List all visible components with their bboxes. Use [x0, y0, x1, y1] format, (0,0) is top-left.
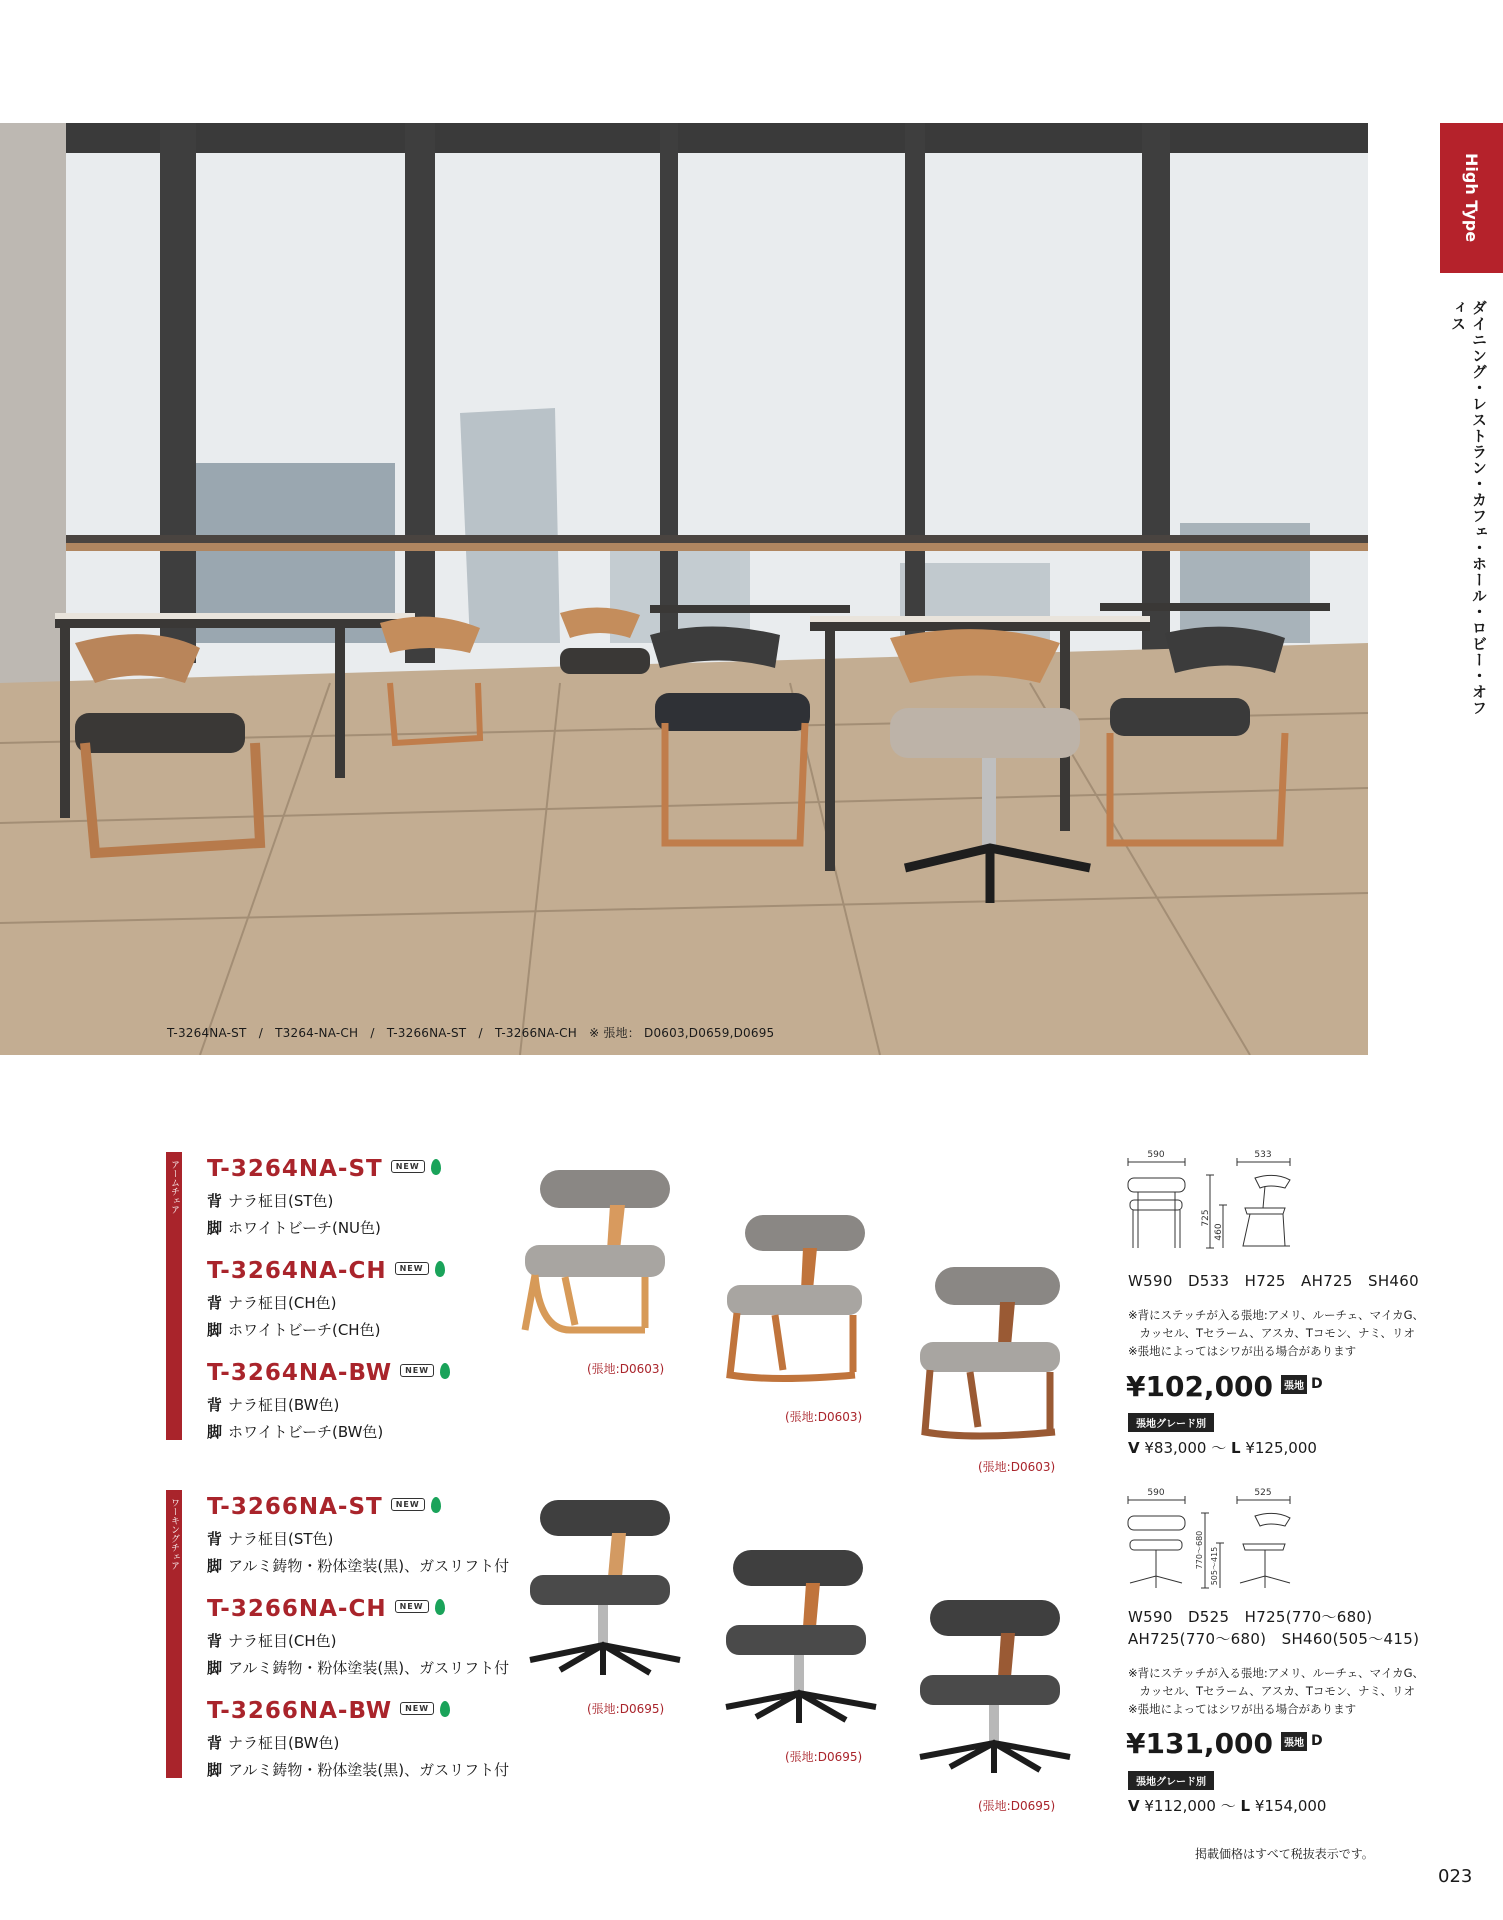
- section-tab-label: High Type: [1462, 153, 1481, 243]
- back-spec: [207, 1630, 509, 1651]
- tax-footnote: 掲載価格はすべて税抜表示です。: [1195, 1847, 1374, 1861]
- back-label: 背: [207, 1530, 223, 1548]
- price-grade-letter: D: [1311, 1376, 1323, 1392]
- price: [1126, 1727, 1323, 1760]
- leg-value: ホワイトビーチ(CH色): [228, 1321, 381, 1339]
- eco-leaf-icon: [440, 1363, 450, 1379]
- model-name: T-3266NA-BW: [207, 1698, 393, 1724]
- leg-value: アルミ鋳物・粉体塗装(黒)、ガスリフト付: [228, 1761, 510, 1779]
- notes: [1128, 1664, 1424, 1718]
- note-line: ※張地によってはシワが出る場合があります: [1128, 1344, 1357, 1358]
- new-badge: NEW: [391, 1160, 425, 1173]
- group-category-bar: [166, 1490, 182, 1778]
- leg-spec: [207, 1759, 509, 1780]
- back-label: 背: [207, 1632, 223, 1650]
- dimensions-text: W590 D525 H725(770〜680): [1128, 1608, 1373, 1626]
- diagram-width-label: 590: [1147, 1150, 1165, 1160]
- model-name: T-3264NA-CH: [207, 1258, 387, 1284]
- hero-illustration: [0, 123, 1368, 1055]
- back-value: ナラ柾目(ST色): [228, 1192, 334, 1210]
- product-photo-armchair-st: [515, 1160, 685, 1340]
- back-value: ナラ柾目(ST色): [228, 1530, 334, 1548]
- back-spec: [207, 1528, 509, 1549]
- model-title: [207, 1494, 509, 1520]
- group-category-label: ワーキングチェア: [169, 1498, 179, 1570]
- back-value: ナラ柾目(BW色): [228, 1734, 340, 1752]
- leg-value: アルミ鋳物・粉体塗装(黒)、ガスリフト付: [228, 1557, 510, 1575]
- product-photo-working-ch: [718, 1545, 883, 1730]
- leg-value: ホワイトビーチ(BW色): [228, 1423, 384, 1441]
- group-category-bar: [166, 1152, 182, 1440]
- leg-spec: [207, 1555, 509, 1576]
- back-value: ナラ柾目(CH色): [228, 1632, 337, 1650]
- notes: [1128, 1306, 1424, 1360]
- price-range: [1128, 1795, 1326, 1816]
- price-value: ¥102,000: [1126, 1370, 1274, 1403]
- back-label: 背: [207, 1192, 223, 1210]
- new-badge: NEW: [391, 1498, 425, 1511]
- leg-spec: [207, 1217, 441, 1238]
- back-spec: [207, 1292, 445, 1313]
- product-photo-working-st: [520, 1495, 690, 1685]
- note-line: ※背にステッチが入る張地:アメリ、ルーチェ、マイカG、: [1128, 1666, 1425, 1680]
- diagram-depth-label: 533: [1254, 1150, 1272, 1160]
- price-range: [1128, 1437, 1317, 1458]
- leg-spec: [207, 1657, 509, 1678]
- back-label: 背: [207, 1734, 223, 1752]
- product-photo-working-bw: [915, 1595, 1075, 1780]
- eco-leaf-icon: [435, 1599, 445, 1615]
- dimension-diagram-working: [1125, 1488, 1295, 1593]
- back-label: 背: [207, 1294, 223, 1312]
- range-l-label: L: [1231, 1439, 1241, 1457]
- diagram-depth-label: 525: [1254, 1488, 1272, 1498]
- range-separator: 〜: [1220, 1797, 1236, 1815]
- new-badge: NEW: [400, 1364, 434, 1377]
- model-title: [207, 1156, 441, 1182]
- range-separator: 〜: [1211, 1439, 1227, 1457]
- back-spec: [207, 1190, 441, 1211]
- range-v-value: ¥83,000: [1144, 1439, 1207, 1457]
- note-line: ※張地によってはシワが出る場合があります: [1128, 1702, 1357, 1716]
- new-badge: NEW: [400, 1702, 434, 1715]
- model-block: [207, 1360, 450, 1442]
- range-v-label: V: [1128, 1797, 1140, 1815]
- leg-label: 脚: [207, 1761, 223, 1779]
- new-badge: NEW: [395, 1600, 429, 1613]
- price-grade-letter: D: [1311, 1733, 1323, 1749]
- diagram-height-label: 770〜680: [1195, 1530, 1204, 1570]
- eco-leaf-icon: [431, 1497, 441, 1513]
- price: [1126, 1370, 1323, 1403]
- model-name: T-3266NA-ST: [207, 1494, 383, 1520]
- model-block: [207, 1698, 509, 1780]
- range-l-value: ¥154,000: [1254, 1797, 1327, 1815]
- note-line: カッセル、Tセラーム、アスカ、Tコモン、ナミ、リオ: [1128, 1684, 1415, 1698]
- group-category-label: アームチェア: [169, 1160, 179, 1214]
- leg-label: 脚: [207, 1659, 223, 1677]
- diagram-width-label: 590: [1147, 1488, 1165, 1498]
- fabric-label: (張地:D0603): [785, 1410, 863, 1424]
- range-v-label: V: [1128, 1439, 1140, 1457]
- hero-caption: T-3264NA-ST / T3264-NA-CH / T-3266NA-ST / T-3266NA-CH ※ 張地： D0603,D0659,D0695: [167, 1026, 775, 1040]
- product-photo-armchair-bw: [910, 1262, 1070, 1442]
- leg-label: 脚: [207, 1423, 223, 1441]
- fabric-label: (張地:D0603): [587, 1362, 665, 1376]
- back-spec: [207, 1394, 450, 1415]
- diagram-seat-label: 460: [1214, 1223, 1224, 1241]
- model-title: [207, 1258, 445, 1284]
- page-number: 023: [1438, 1866, 1473, 1887]
- price-grade-badge: 張地: [1281, 1375, 1307, 1394]
- dimensions-text-2: AH725(770〜680) SH460(505〜415): [1128, 1630, 1420, 1648]
- back-value: ナラ柾目(BW色): [228, 1396, 340, 1414]
- price-grade-badge: 張地: [1281, 1732, 1307, 1751]
- range-l-label: L: [1240, 1797, 1251, 1815]
- model-name: T-3264NA-BW: [207, 1360, 393, 1386]
- leg-spec: [207, 1319, 445, 1340]
- range-l-value: ¥125,000: [1245, 1439, 1317, 1457]
- back-value: ナラ柾目(CH色): [228, 1294, 337, 1312]
- leg-label: 脚: [207, 1557, 223, 1575]
- diagram-seat-label: 505〜415: [1210, 1546, 1219, 1586]
- diagram-height-label: 725: [1201, 1209, 1211, 1227]
- note-line: ※背にステッチが入る張地:アメリ、ルーチェ、マイカG、: [1128, 1308, 1425, 1322]
- model-name: T-3264NA-ST: [207, 1156, 383, 1182]
- model-block: [207, 1156, 441, 1238]
- model-title: [207, 1698, 509, 1724]
- fabric-label: (張地:D0695): [978, 1799, 1056, 1813]
- eco-leaf-icon: [431, 1159, 441, 1175]
- price-value: ¥131,000: [1126, 1727, 1274, 1760]
- section-tab: [1440, 123, 1503, 273]
- hero-photo: [0, 123, 1368, 1055]
- leg-value: アルミ鋳物・粉体塗装(黒)、ガスリフト付: [228, 1659, 510, 1677]
- leg-value: ホワイトビーチ(NU色): [228, 1219, 381, 1237]
- new-badge: NEW: [395, 1262, 429, 1275]
- dimensions-text: W590 D533 H725 AH725 SH460: [1128, 1272, 1419, 1290]
- dimension-diagram-armchair: [1125, 1150, 1295, 1255]
- product-photo-armchair-ch: [715, 1210, 875, 1385]
- leg-label: 脚: [207, 1219, 223, 1237]
- category-label: ダイニング・レストラン・カフェ・ホール・ロビー・オフィス: [1449, 300, 1488, 716]
- model-name: T-3266NA-CH: [207, 1596, 387, 1622]
- model-title: [207, 1360, 450, 1386]
- model-block: [207, 1494, 509, 1576]
- eco-leaf-icon: [435, 1261, 445, 1277]
- back-label: 背: [207, 1396, 223, 1414]
- leg-label: 脚: [207, 1321, 223, 1339]
- model-block: [207, 1596, 509, 1678]
- fabric-label: (張地:D0695): [785, 1750, 863, 1764]
- grade-label-badge: 張地グレード別: [1128, 1771, 1214, 1790]
- fabric-label: (張地:D0695): [587, 1702, 665, 1716]
- model-title: [207, 1596, 509, 1622]
- back-spec: [207, 1732, 509, 1753]
- range-v-value: ¥112,000: [1144, 1797, 1216, 1815]
- fabric-label: (張地:D0603): [978, 1460, 1056, 1474]
- grade-label-badge: 張地グレード別: [1128, 1413, 1214, 1432]
- note-line: カッセル、Tセラーム、アスカ、Tコモン、ナミ、リオ: [1128, 1326, 1415, 1340]
- eco-leaf-icon: [440, 1701, 450, 1717]
- leg-spec: [207, 1421, 450, 1442]
- model-block: [207, 1258, 445, 1340]
